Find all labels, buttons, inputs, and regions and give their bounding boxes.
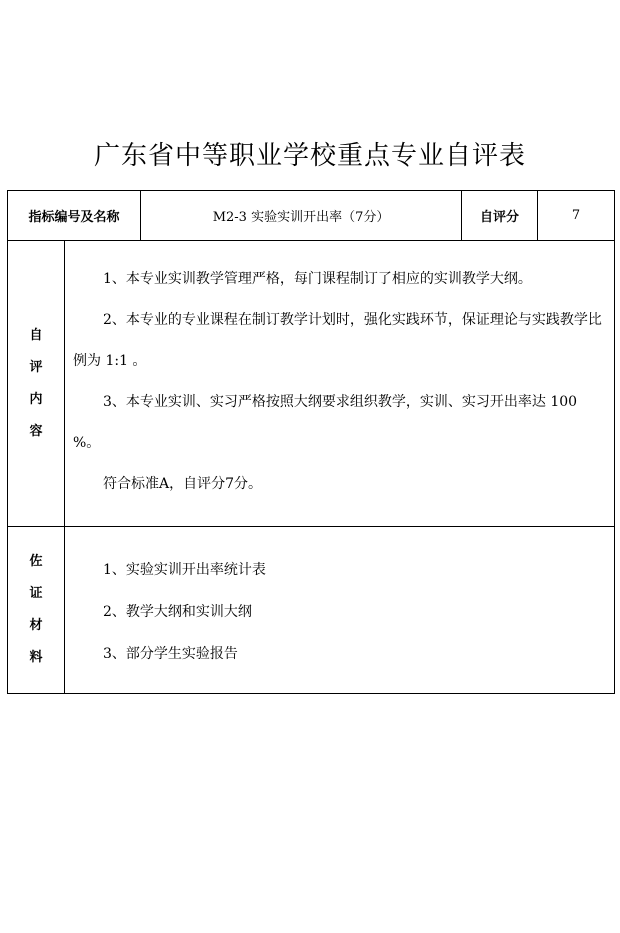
label-char: 佐 [29, 554, 43, 569]
evidence-item: 3、部分学生实验报告 [103, 646, 238, 662]
label-char: 证 [29, 586, 43, 601]
self-eval-paragraph: 3、本专业实训、实习严格按照大纲要求组织教学，实训、实习开出率达 100 %。 [73, 394, 578, 451]
evidence-item: 1、实验实训开出率统计表 [103, 562, 266, 578]
self-eval-label [8, 241, 65, 527]
score-value: 7 [538, 191, 615, 241]
indicator-label: 指标编号及名称 [8, 191, 141, 241]
self-eval-row [8, 241, 615, 527]
score-label: 自评分 [462, 191, 538, 241]
evidence-content [65, 527, 615, 694]
evidence-row [8, 527, 615, 694]
evidence-item: 2、教学大纲和实训大纲 [103, 604, 252, 620]
label-char: 料 [29, 650, 43, 665]
self-eval-paragraph: 2、本专业的专业课程在制订教学计划时，强化实践环节，保证理论与实践教学比例为 1:1 。 [73, 312, 602, 369]
label-char: 内 [29, 391, 43, 407]
label-char: 评 [29, 359, 43, 375]
self-eval-content [65, 241, 615, 527]
evidence-label [8, 527, 65, 694]
self-evaluation-table [7, 190, 615, 694]
page-title: 广东省中等职业学校重点专业自评表 [93, 141, 526, 171]
label-char: 容 [29, 423, 43, 439]
label-char: 自 [29, 327, 43, 343]
indicator-value: M2-3 实验实训开出率（7分） [141, 191, 462, 241]
label-char: 材 [29, 618, 43, 633]
self-eval-conclusion: 符合标准A，自评分7分。 [103, 476, 263, 492]
self-eval-paragraph: 1、本专业实训教学管理严格，每门课程制订了相应的实训教学大纲。 [103, 271, 532, 287]
header-row [8, 191, 615, 241]
